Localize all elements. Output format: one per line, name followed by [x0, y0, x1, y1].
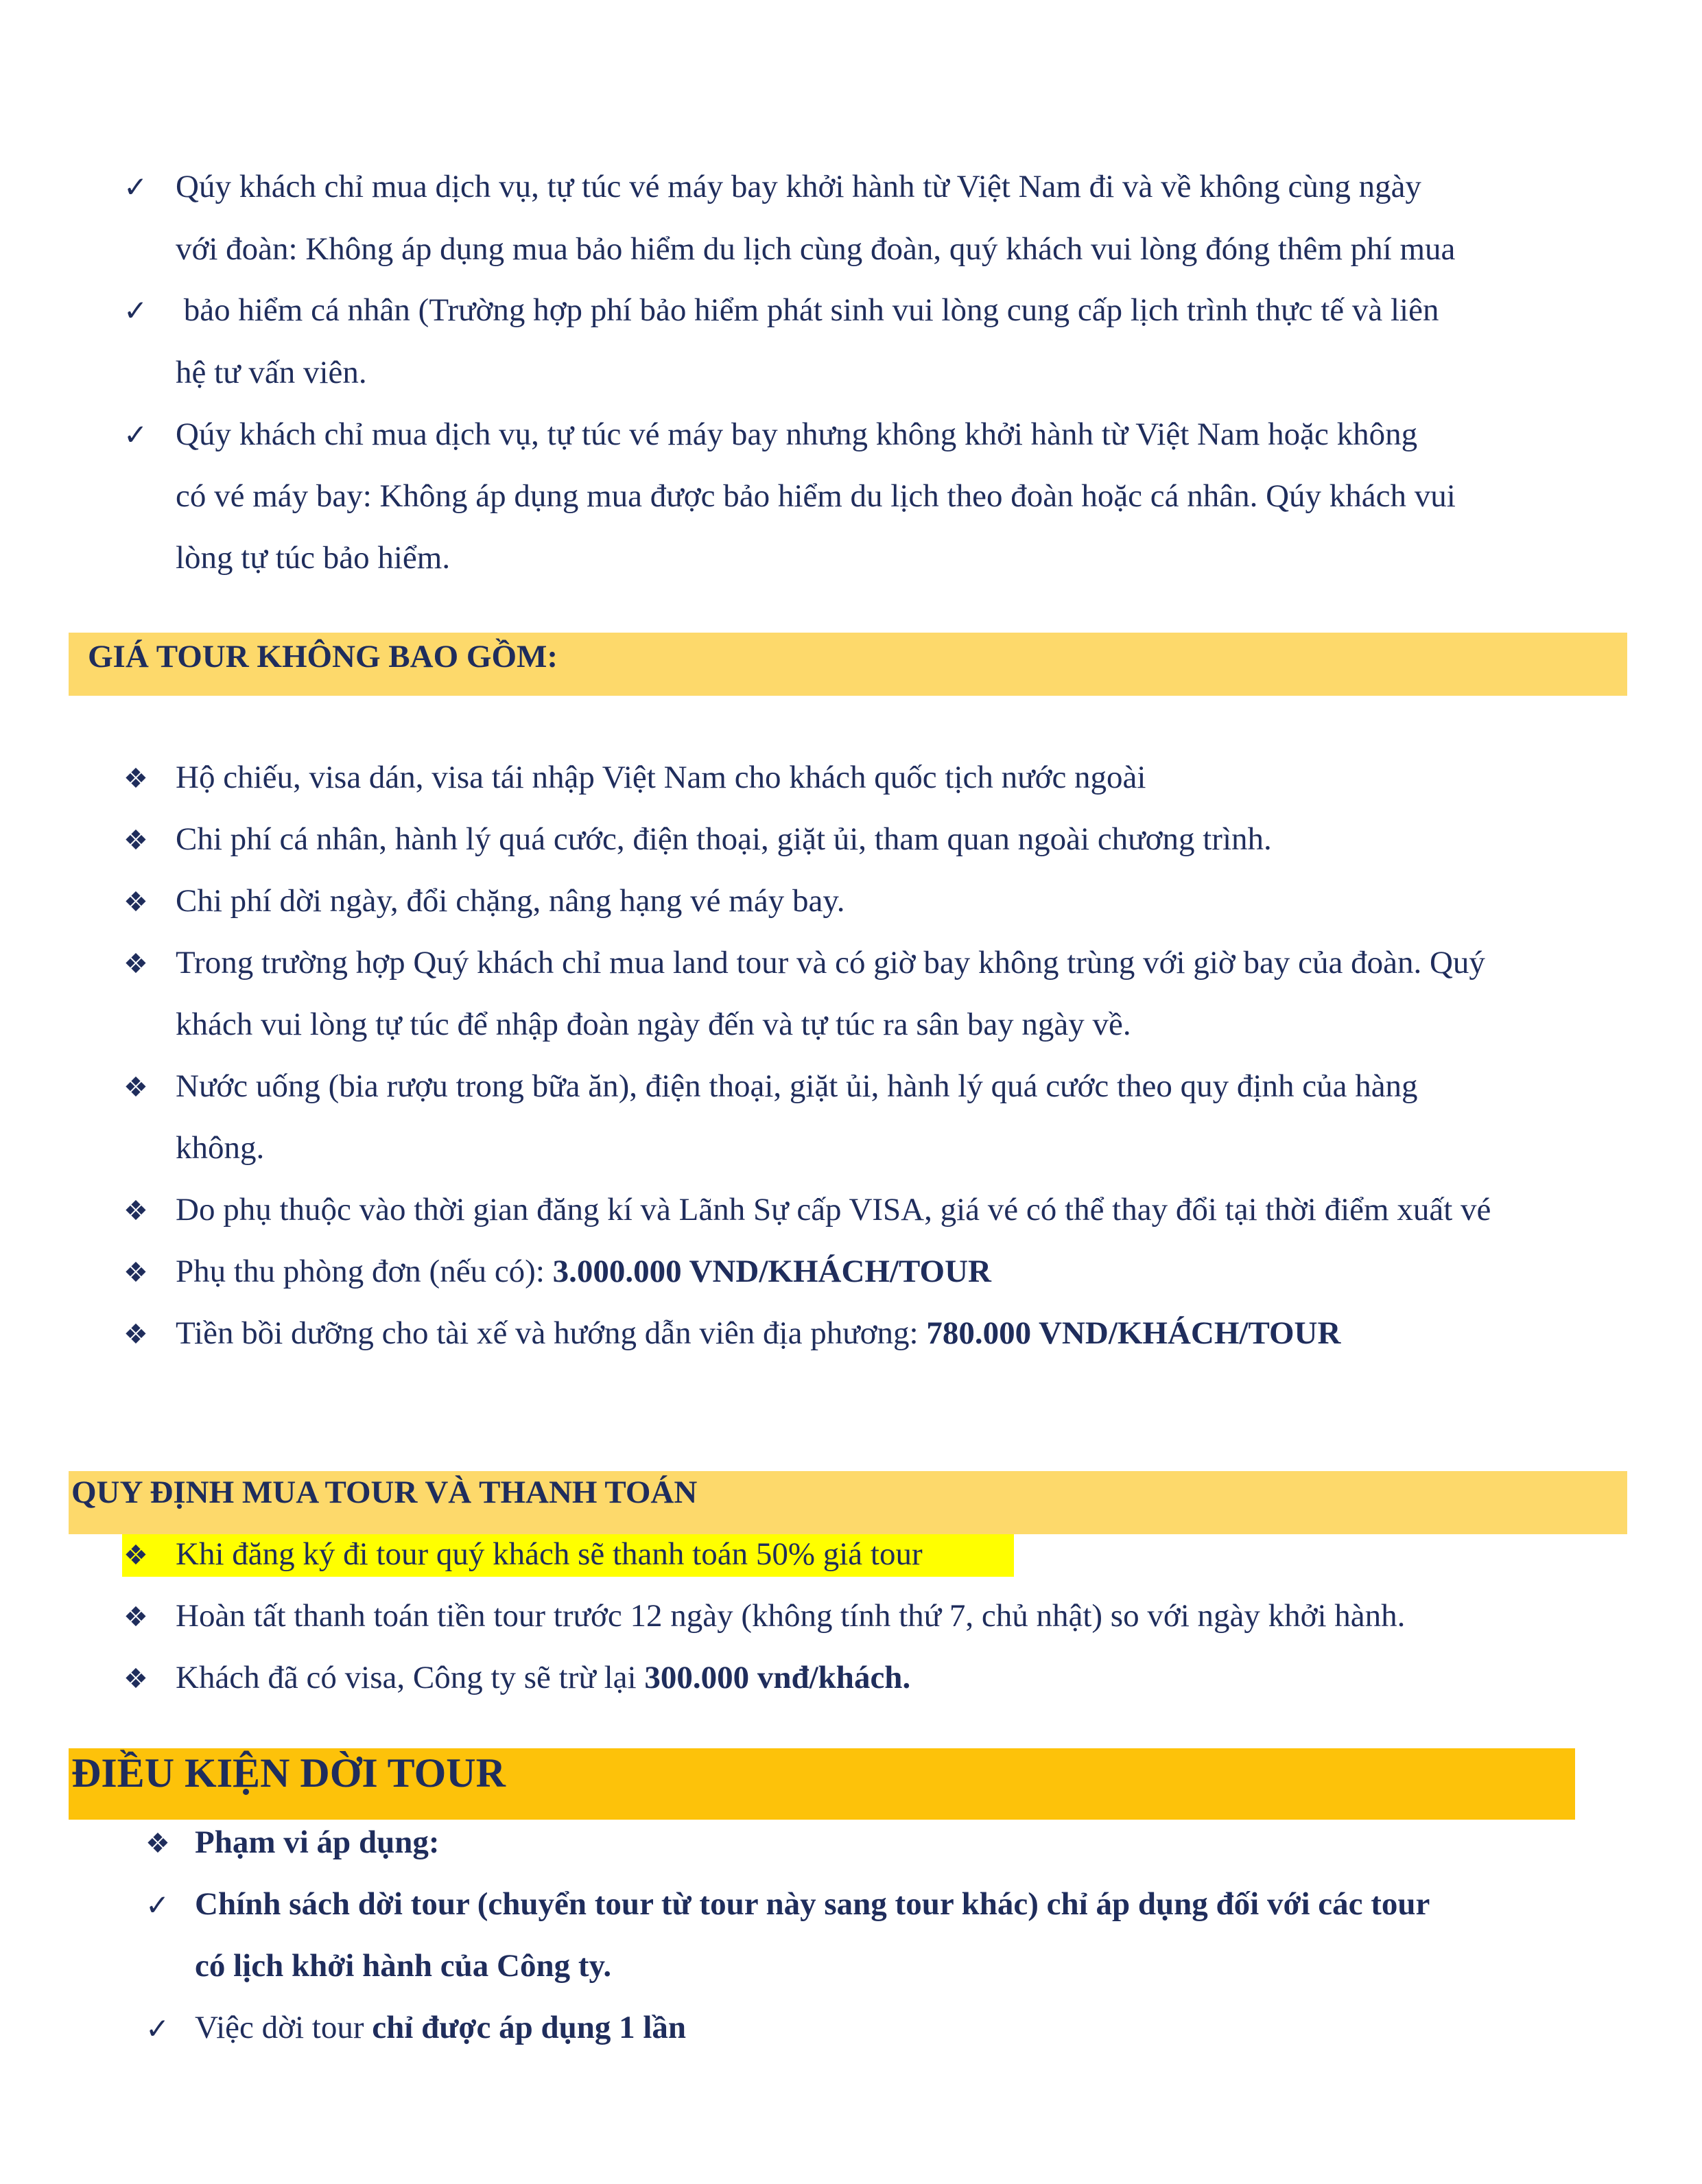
section-title-reschedule: ĐIỀU KIỆN DỜI TOUR	[71, 1750, 506, 1796]
list-item-text: Trong trường hợp Quý khách chỉ mua land tour và có giờ bay không trùng với giờ bay của đoàn. Quý	[176, 945, 1485, 981]
list-item-label: Khách đã có visa, Công ty sẽ trừ lại	[176, 1660, 645, 1695]
checkmark-icon: ✓	[145, 2012, 170, 2045]
diamond-bullet-icon: ❖	[145, 1828, 170, 1859]
list-item-label: Phụ thu phòng đơn (nếu có):	[176, 1254, 553, 1289]
checkmark-icon: ✓	[123, 170, 148, 204]
diamond-bullet-icon: ❖	[123, 1072, 148, 1103]
diamond-bullet-icon: ❖	[123, 1319, 148, 1350]
diamond-bullet-icon: ❖	[123, 1663, 148, 1695]
diamond-bullet-icon: ❖	[123, 1540, 148, 1571]
diamond-bullet-icon: ❖	[123, 1601, 148, 1633]
list-item-text: Nước uống (bia rượu trong bữa ăn), điện thoại, giặt ủi, hành lý quá cước theo quy định của hàng	[176, 1068, 1418, 1104]
list-item-label: Tiền bồi dưỡng cho tài xế và hướng dẫn viên địa phương:	[176, 1315, 927, 1351]
list-item-text: với đoàn: Không áp dụng mua bảo hiểm du lịch cùng đoàn, quý khách vui lòng đóng thêm phí mua	[176, 231, 1456, 267]
list-item-text: Chính sách dời tour (chuyển tour từ tour này sang tour khác) chỉ áp dụng đối với các tour	[195, 1886, 1430, 1922]
list-item-text	[176, 1659, 910, 1696]
list-item-text	[176, 1315, 1340, 1352]
diamond-bullet-icon: ❖	[123, 825, 148, 856]
list-item-text: Hộ chiếu, visa dán, visa tái nhập Việt Nam cho khách quốc tịch nước ngoài	[176, 760, 1146, 795]
diamond-bullet-icon: ❖	[123, 948, 148, 980]
list-item-text: có lịch khởi hành của Công ty.	[195, 1948, 612, 1984]
list-item-text: bảo hiểm cá nhân (Trường hợp phí bảo hiểm phát sinh vui lòng cung cấp lịch trình thực tế và liên	[176, 292, 1439, 328]
list-item-text: hệ tư vấn viên.	[176, 355, 367, 390]
list-item-text: khách vui lòng tự túc để nhập đoàn ngày đến và tự túc ra sân bay ngày về.	[176, 1007, 1131, 1042]
list-item-text: Qúy khách chỉ mua dịch vụ, tự túc vé máy bay nhưng không khởi hành từ Việt Nam hoặc không	[176, 416, 1418, 452]
section-title-excluded: GIÁ TOUR KHÔNG BAO GỒM:	[88, 639, 558, 674]
diamond-bullet-icon: ❖	[123, 886, 148, 918]
checkmark-icon: ✓	[145, 1888, 170, 1922]
section-title-payment: QUY ĐỊNH MUA TOUR VÀ THANH TOÁN	[71, 1475, 698, 1510]
price-value: 3.000.000 VND/KHÁCH/TOUR	[552, 1254, 991, 1289]
list-item-label: Việc dời tour	[195, 2010, 373, 2045]
diamond-bullet-icon: ❖	[123, 1195, 148, 1227]
list-item-text: Phạm vi áp dụng:	[195, 1824, 440, 1860]
list-item-text	[195, 2009, 686, 2046]
checkmark-icon: ✓	[123, 418, 148, 451]
list-item-text	[176, 1253, 991, 1290]
emphasis-text: chỉ được áp dụng 1 lần	[372, 2010, 687, 2045]
price-value: 780.000 VND/KHÁCH/TOUR	[926, 1315, 1341, 1351]
list-item-text: Chi phí cá nhân, hành lý quá cước, điện thoại, giặt ủi, tham quan ngoài chương trình.	[176, 821, 1272, 857]
price-value: 300.000 vnđ/khách.	[644, 1660, 911, 1695]
list-item-text: lòng tự túc bảo hiểm.	[176, 540, 451, 576]
diamond-bullet-icon: ❖	[123, 763, 148, 795]
list-item-text: Hoàn tất thanh toán tiền tour trước 12 ngày (không tính thứ 7, chủ nhật) so với ngày khởi hành.	[176, 1598, 1406, 1634]
list-item-text-highlighted: Khi đăng ký đi tour quý khách sẽ thanh toán 50% giá tour	[176, 1536, 923, 1572]
diamond-bullet-icon: ❖	[123, 1257, 148, 1289]
list-item-text: Do phụ thuộc vào thời gian đăng kí và Lãnh Sự cấp VISA, giá vé có thể thay đổi tại thời điểm xuất vé	[176, 1192, 1491, 1228]
checkmark-icon: ✓	[123, 294, 148, 327]
list-item-text: không.	[176, 1130, 265, 1166]
list-item-text: có vé máy bay: Không áp dụng mua được bảo hiểm du lịch theo đoàn hoặc cá nhân. Qúy khách vui	[176, 478, 1456, 514]
list-item-text: Qúy khách chỉ mua dịch vụ, tự túc vé máy bay khởi hành từ Việt Nam đi và về không cùng ngày	[176, 169, 1421, 204]
list-item-text: Chi phí dời ngày, đổi chặng, nâng hạng vé máy bay.	[176, 883, 845, 919]
